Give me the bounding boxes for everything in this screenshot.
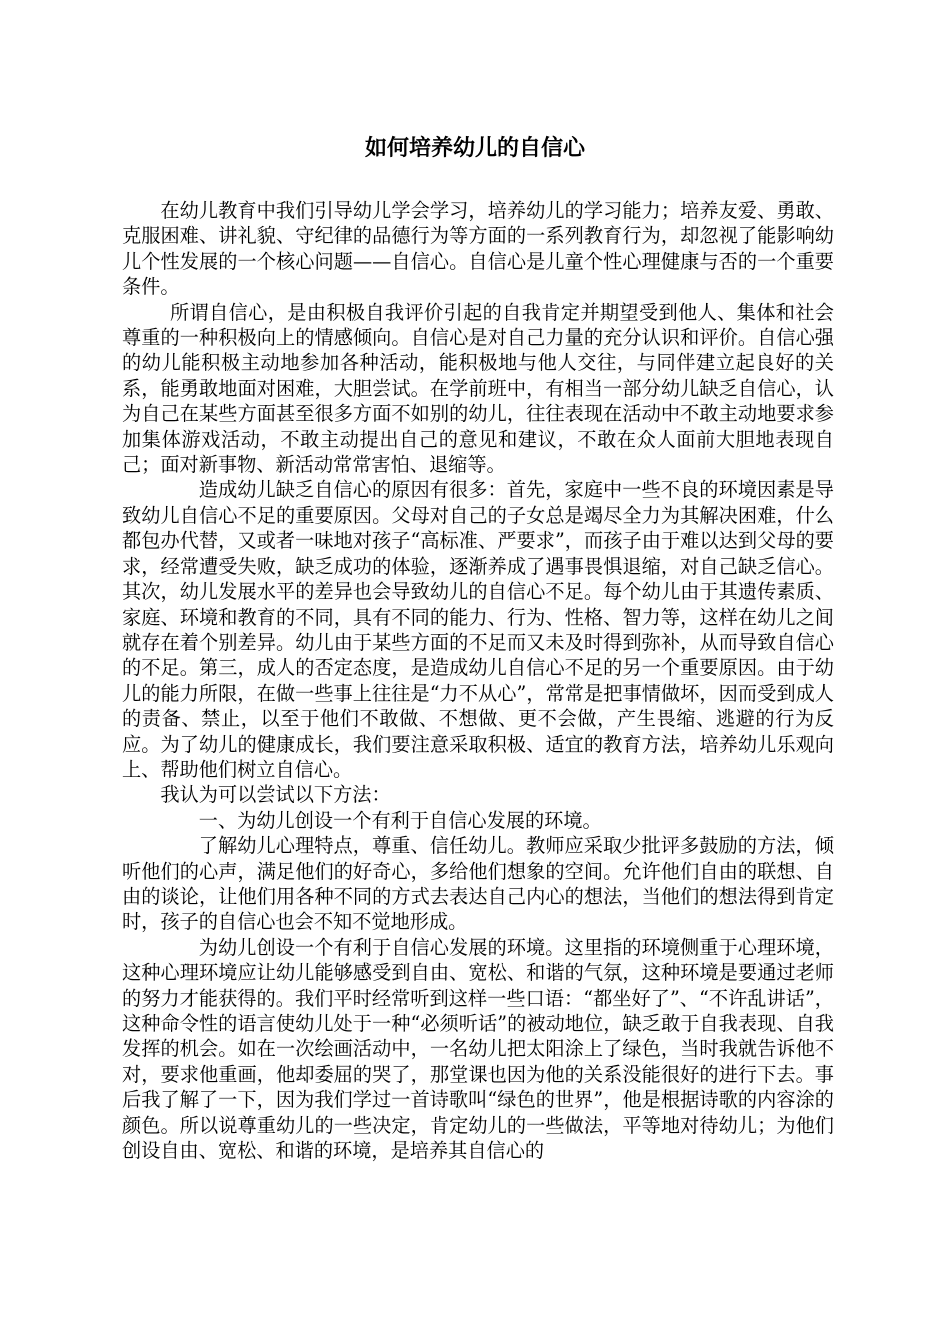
paragraph: 我认为可以尝试以下方法： (160, 783, 391, 807)
section-heading: 一、为幼儿创设一个有利于自信心发展的环境。 (198, 808, 602, 832)
document-body (122, 198, 834, 1163)
document-title: 如何培养幼儿的自信心 (364, 136, 585, 161)
paragraph: 造成幼儿缺乏自信心的原因有很多：首先，家庭中一些不良的环境因素是导致幼儿自信心不足的重要原因。父母对自己的子女总是竭尽全力为其解决困难，什么都包办代替，又或者一味地对孩子“高标准、严要求”，而孩子由于难以达到父母的要求，经常遭受失败，缺乏成功的体验，逐渐养成了遇事畏惧退缩，对自己缺乏信心。其次，幼儿发展水平的差异也会导致幼儿的自信心不足。每个幼儿由于其遗传素质、家庭、环境和教育的不同，具有不同的能力、行为、性格、智力等，这样在幼儿之间就存在着个别差异。幼儿由于某些方面的不足而又未及时得到弥补，从而导致自信心的不足。第三，成人的否定态度，是造成幼儿自信心不足的另一个重要原因。由于幼儿的能力所限，在做一些事上往往是“力不从心”，常常是把事情做坏，因而受到成人的责备、禁止，以至于他们不敢做、不想做、更不会做，产生畏缩、逃避的行为反应。为了幼儿的健康成长，我们要注意采取积极、适宜的教育方法，培养幼儿乐观向上、帮助他们树立自信心。 (122, 478, 834, 781)
paragraph: 为幼儿创设一个有利于自信心发展的环境。这里指的环境侧重于心理环境，这种心理环境应让幼儿能够感受到自由、宽松、和谐的气氛，这种环境是要通过老师的努力才能获得的。我们平时经常听到这样一些口语：“都坐好了”、“不许乱讲话”，这种命令性的语言使幼儿处于一种“必须听话”的被动地位，缺乏敢于自我表现、自我发挥的机会。如在一次绘画活动中，一名幼儿把太阳涂上了绿色，当时我就告诉他不对，要求他重画，他却委屈的哭了，那堂课也因为他的关系没能很好的进行下去。事后我了解了一下，因为我们学过一首诗歌叫“绿色的世界”，他是根据诗歌的内容涂的颜色。所以说尊重幼儿的一些决定，肯定幼儿的一些做法，平等地对待幼儿；为他们创设自由、宽松、和谐的环境，是培养其自信心的 (122, 935, 834, 1163)
paragraph: 在幼儿教育中我们引导幼儿学会学习，培养幼儿的学习能力；培养友爱、勇敢、克服困难、讲礼貌、守纪律的品德行为等方面的一系列教育行为，却忽视了能影响幼儿个性发展的一个核心问题——自信心。自信心是儿童个性心理健康与否的一个重要条件。 (122, 199, 834, 299)
paragraph: 所谓自信心，是由积极自我评价引起的自我肯定并期望受到他人、集体和社会尊重的一种积极向上的情感倾向。自信心是对自己力量的充分认识和评价。自信心强的幼儿能积极主动地参加各种活动，能积极地与他人交往，与同伴建立起良好的关系，能勇敢地面对困难，大胆尝试。在学前班中，有相当一部分幼儿缺乏自信心，认为自己在某些方面甚至很多方面不如别的幼儿，往往表现在活动中不敢主动地要求参加集体游戏活动，不敢主动提出自己的意见和建议，不敢在众人面前大胆地表现自己；面对新事物、新活动常常害怕、退缩等。 (122, 300, 834, 477)
paragraph: 了解幼儿心理特点，尊重、信任幼儿。教师应采取少批评多鼓励的方法，倾听他们的心声，满足他们的好奇心，多给他们想象的空间。允许他们自由的联想、自由的谈论，让他们用各种不同的方式去表达自己内心的想法，当他们的想法得到肯定时，孩子的自信心也会不知不觉地形成。 (122, 834, 834, 934)
